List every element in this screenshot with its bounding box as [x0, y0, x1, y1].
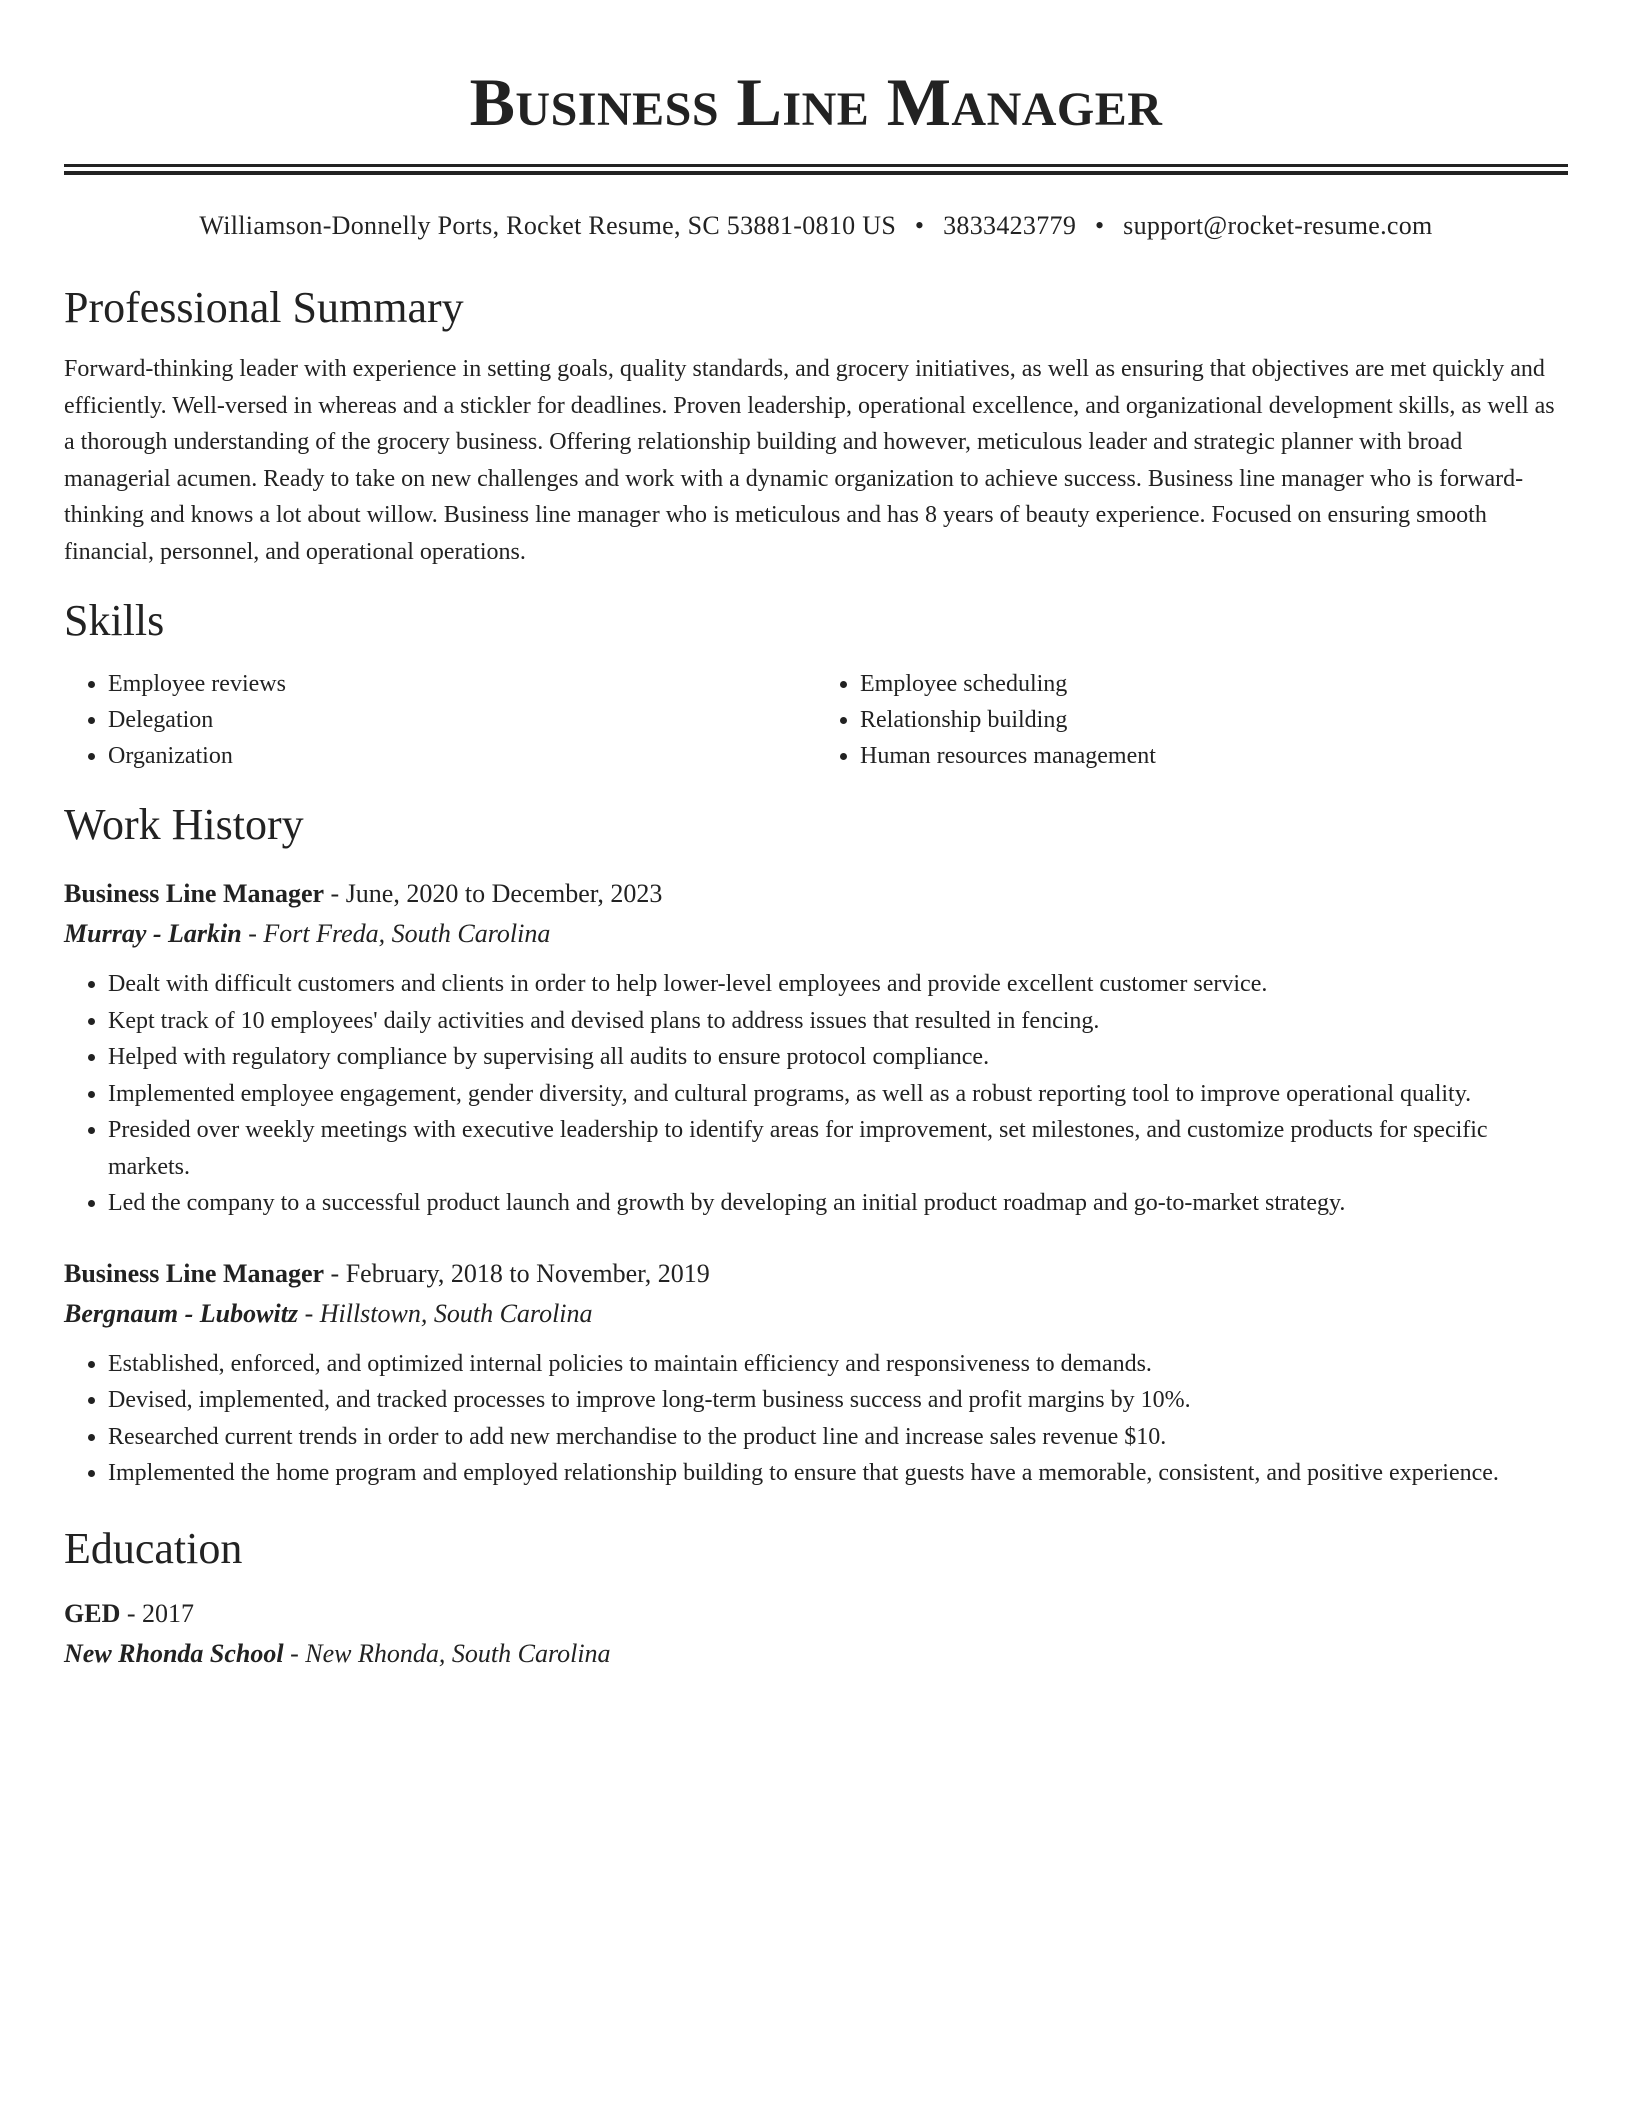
- job-duty: • Established, enforced, and optimized internal policies to maintain efficiency and responsiveness to demands.: [108, 1346, 1568, 1383]
- job-duties: [64, 1346, 1568, 1492]
- job-title: Business Line Manager: [64, 879, 325, 908]
- education-year: - 2017: [120, 1598, 195, 1628]
- work-history-heading: Work History: [64, 800, 304, 849]
- summary-heading: Professional Summary: [64, 283, 464, 332]
- skill-item: • Human resources management: [860, 738, 1568, 774]
- contact-address: Williamson-Donnelly Ports, Rocket Resume, SC 53881-0810 US: [199, 211, 897, 240]
- resume-title: Business Line Manager: [469, 64, 1163, 140]
- skills-list: [64, 666, 1568, 774]
- contact-phone: 3833423779: [943, 211, 1077, 240]
- education-location: - New Rhonda, South Carolina: [283, 1638, 611, 1668]
- job-duty: • Devised, implemented, and tracked processes to improve long-term business success and profit margins by 10%.: [108, 1382, 1568, 1419]
- job-title: Business Line Manager: [64, 1258, 325, 1288]
- skills-column-left: [64, 666, 816, 774]
- job-duty: • Implemented the home program and employed relationship building to ensure that guests have a memorable, consistent, and positive experience.: [108, 1455, 1568, 1492]
- job-employer: [64, 914, 1568, 954]
- job-header: [64, 1254, 1568, 1294]
- job-entry: [64, 874, 1568, 1222]
- title-divider: [64, 164, 1568, 175]
- skills-heading: Skills: [64, 596, 165, 645]
- job-location: - Fort Freda, South Carolina: [241, 919, 551, 948]
- skill-item: • Relationship building: [860, 702, 1568, 738]
- education-degree: GED: [64, 1598, 121, 1628]
- education-school: New Rhonda School: [64, 1638, 284, 1668]
- job-entry: [64, 1254, 1568, 1492]
- contact-separator: •: [1094, 211, 1105, 240]
- contact-line: [64, 209, 1568, 243]
- job-duty: • Led the company to a successful product launch and growth by developing an initial product roadmap and go-to-market strategy.: [108, 1185, 1568, 1222]
- education-entry: [64, 1594, 1568, 1674]
- job-duty: • Researched current trends in order to add new merchandise to the product line and increase sales revenue $10.: [108, 1419, 1568, 1456]
- job-dates: - June, 2020 to December, 2023: [324, 879, 663, 908]
- job-duty: • Kept track of 10 employees' daily activities and devised plans to address issues that resulted in fencing.: [108, 1003, 1568, 1040]
- skill-item: • Delegation: [108, 702, 816, 738]
- contact-separator: •: [914, 211, 925, 240]
- education-header: [64, 1594, 1568, 1634]
- job-duty: • Helped with regulatory compliance by supervising all audits to ensure protocol compliance.: [108, 1039, 1568, 1076]
- contact-email: support@rocket-resume.com: [1123, 211, 1433, 240]
- skill-item: • Employee reviews: [108, 666, 816, 702]
- job-duties: [64, 966, 1568, 1222]
- job-company: Murray - Larkin: [64, 919, 242, 948]
- job-duty: • Dealt with difficult customers and clients in order to help lower-level employees and provide excellent customer service.: [108, 966, 1568, 1003]
- job-header: [64, 874, 1568, 914]
- job-employer: [64, 1294, 1568, 1334]
- skill-item: • Organization: [108, 738, 816, 774]
- summary-text: Forward-thinking leader with experience in setting goals, quality standards, and grocery initiatives, as well as ensuring that objectives are met quickly and efficiently. Well-versed in whereas and a stickler for deadlines. Proven leadership, operational excellence, and organizational development skills, as well as a thorough understanding of the grocery business. Offering relationship building and however, meticulous leader and strategic planner with broad managerial acumen. Ready to take on new challenges and work with a dynamic organization to achieve success. Business line manager who is forward-thinking and knows a lot about willow. Business line manager who is meticulous and has 8 years of beauty experience. Focused on ensuring smooth financial, personnel, and operational operations.: [64, 356, 1555, 565]
- education-institution: [64, 1634, 1568, 1674]
- job-dates: - February, 2018 to November, 2019: [324, 1258, 710, 1288]
- job-company: Bergnaum - Lubowitz: [64, 1298, 299, 1328]
- job-duty: • Presided over weekly meetings with executive leadership to identify areas for improvement, set milestones, and customize products for specific markets.: [108, 1112, 1568, 1185]
- job-duty: • Implemented employee engagement, gender diversity, and cultural programs, as well as a robust reporting tool to improve operational quality.: [108, 1076, 1568, 1113]
- education-heading: Education: [64, 1523, 243, 1573]
- job-location: - Hillstown, South Carolina: [298, 1298, 593, 1328]
- skill-item: • Employee scheduling: [860, 666, 1568, 702]
- skills-column-right: [816, 666, 1568, 774]
